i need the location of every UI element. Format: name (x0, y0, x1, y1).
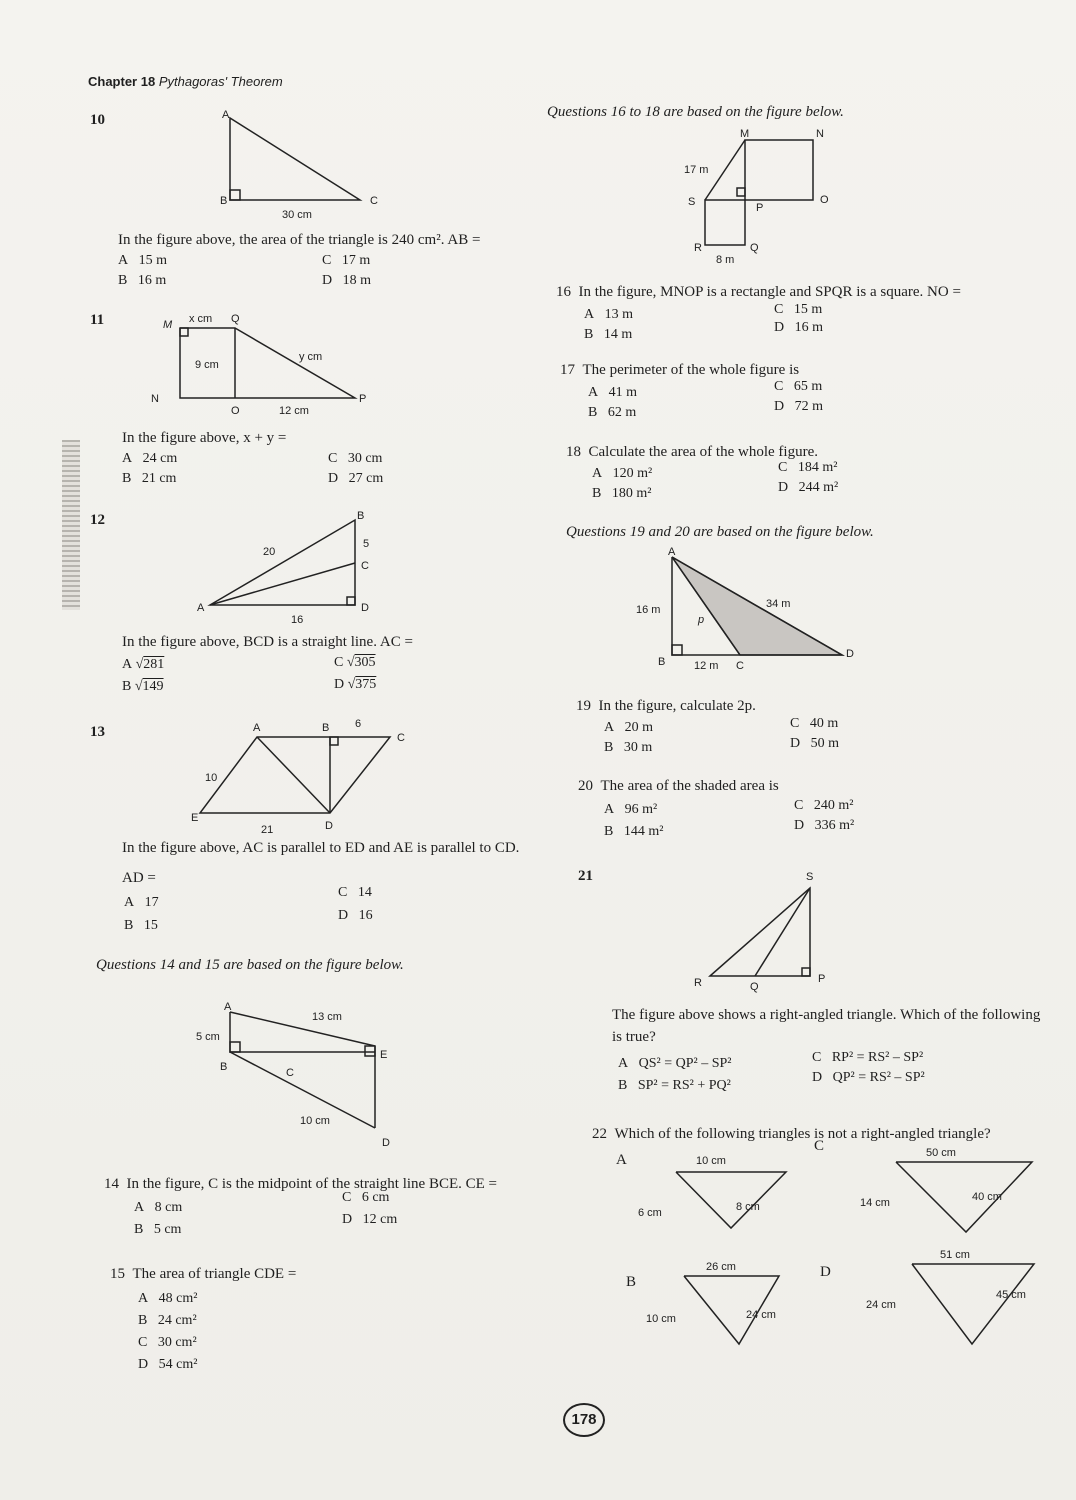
q18-number: 18 (566, 444, 581, 460)
q22-d-top: 51 cm (940, 1249, 970, 1261)
q11-option-d-text: 27 cm (348, 471, 384, 486)
q21-label-p: P (818, 973, 826, 985)
q17-option-c-text: 65 m (793, 379, 823, 394)
q17-option-b-text: 62 m (607, 405, 637, 420)
q22-b-top: 26 cm (706, 1261, 736, 1273)
q13-option-c[interactable]: C 14 (338, 885, 372, 900)
q10-label-c: C (370, 195, 378, 207)
q10-option-c-text: 17 m (341, 253, 371, 268)
q10-triangle-figure (200, 110, 400, 220)
q22-option-c-triangle[interactable] (856, 1140, 1036, 1240)
q12-option-c-text: 305 (354, 655, 376, 670)
q16-stem-row (556, 284, 961, 301)
q10-option-a-text: 15 m (138, 253, 168, 268)
q14-option-d[interactable]: D 12 cm (342, 1212, 398, 1227)
q20-option-d[interactable]: D 336 m² (794, 818, 855, 833)
q19-20-label-p: p (698, 614, 705, 626)
q19-option-b[interactable]: B 30 m (604, 740, 653, 755)
q18-option-c[interactable]: C 184 m² (778, 460, 838, 475)
q12-option-c[interactable]: C √305 (334, 655, 376, 670)
q19-option-d[interactable]: D 50 m (790, 736, 840, 751)
q13-label-bc: 6 (355, 718, 362, 730)
question-number: 21 (578, 868, 593, 884)
q22-option-a-letter[interactable]: A (616, 1152, 627, 1168)
q15-option-b-text: 24 cm² (157, 1313, 197, 1328)
q19-20-label-b: B (658, 656, 666, 668)
q12-label-ad: 16 (291, 614, 304, 626)
q16-option-d-text: 16 m (794, 320, 824, 335)
q14-option-a[interactable]: A 8 cm (134, 1200, 183, 1215)
q20-number: 20 (578, 778, 593, 794)
q21-option-b[interactable]: B SP² = RS² + PQ² (618, 1078, 731, 1093)
q15-stem-row (110, 1266, 296, 1283)
q20-stem-row (578, 778, 779, 795)
q15-option-a[interactable]: A 48 cm² (138, 1291, 198, 1306)
q18-option-b-text: 180 m² (611, 486, 652, 501)
q13-stem: In the figure above, AC is parallel to ED and AE is parallel to CD. (122, 840, 520, 856)
q21-label-r: R (694, 977, 702, 989)
q13-parallelogram-figure (185, 715, 415, 840)
q10-label-a: A (222, 109, 230, 121)
q19-option-a[interactable]: A 20 m (604, 720, 654, 735)
q11-label-base: 12 cm (279, 405, 309, 417)
q18-stem-row (566, 444, 818, 461)
q19-20-label-ad: 34 m (766, 598, 791, 610)
q20-option-b-text: 144 m² (623, 824, 664, 839)
chapter-label: Chapter 18 (88, 74, 156, 89)
q19-stem-row (576, 698, 756, 715)
q19-option-c[interactable]: C 40 m (790, 716, 839, 731)
q16-number: 16 (556, 284, 571, 300)
q16-option-a[interactable]: A 13 m (584, 307, 634, 322)
q21-option-d-text: QP² = RS² – SP² (832, 1070, 925, 1085)
q13-option-c-text: 14 (357, 885, 372, 900)
q14-15-label-ab: 5 cm (196, 1031, 220, 1043)
q10-label-base: 30 cm (282, 209, 312, 221)
q13-option-b[interactable]: B 15 (124, 918, 158, 933)
q15-option-d-text: 54 cm² (158, 1357, 198, 1372)
q20-option-c[interactable]: C 240 m² (794, 798, 854, 813)
q22-c-right: 40 cm (972, 1191, 1002, 1203)
q14-15-label-a: A (224, 1001, 232, 1013)
q18-option-b[interactable]: B 180 m² (592, 486, 652, 501)
q16-18-label-p: P (756, 202, 764, 214)
q22-a-top: 10 cm (696, 1155, 726, 1167)
question-number: 13 (90, 724, 105, 740)
q22-option-a-triangle[interactable] (636, 1150, 786, 1240)
q22-b-left: 10 cm (646, 1313, 676, 1325)
q17-option-d-text: 72 m (794, 399, 824, 414)
q12-option-a[interactable]: A √281 (122, 657, 165, 672)
q16-18-label-ms: 17 m (684, 164, 709, 176)
q11-label-hyp: y cm (299, 351, 323, 363)
q21-label-s: S (806, 871, 814, 883)
q17-option-a-text: 41 m (608, 385, 638, 400)
q14-15-figure (190, 1000, 400, 1150)
q18-option-c-text: 184 m² (797, 460, 838, 475)
q22-d-right: 45 cm (996, 1289, 1026, 1301)
q19-20-label-a: A (668, 546, 676, 558)
q11-label-m: M (163, 319, 173, 331)
q19-option-c-text: 40 m (809, 716, 839, 731)
q15-option-c-text: 30 cm² (157, 1335, 197, 1350)
q22-d-left: 24 cm (866, 1299, 896, 1311)
q22-a-right: 8 cm (736, 1201, 760, 1213)
q10-stem: In the figure above, the area of the triangle is 240 cm². AB = (118, 232, 481, 248)
q14-15-label-b: B (220, 1061, 228, 1073)
q17-option-a[interactable]: A 41 m (588, 385, 638, 400)
q19-20-intro: Questions 19 and 20 are based on the figure below. (566, 524, 874, 540)
q13-label-c: C (397, 732, 405, 744)
q22-stem: Which of the following triangles is not a right-angled triangle? (614, 1126, 991, 1142)
q18-option-d[interactable]: D 244 m² (778, 480, 839, 495)
q11-label-p: P (359, 393, 367, 405)
q22-option-d-letter[interactable]: D (820, 1264, 831, 1280)
q22-number: 22 (592, 1126, 607, 1142)
q14-option-a-text: 8 cm (154, 1200, 183, 1215)
q13-label-e: E (191, 812, 199, 824)
q18-option-a-text: 120 m² (612, 466, 653, 481)
q13-option-d-text: 16 (358, 908, 373, 923)
q17-number: 17 (560, 362, 575, 378)
q13-label-ae: 10 (205, 772, 218, 784)
q16-option-b[interactable]: B 14 m (584, 327, 633, 342)
q13-label-ed: 21 (261, 824, 274, 836)
q22-option-c-letter[interactable]: C (814, 1138, 825, 1154)
binding-shadow (62, 440, 80, 610)
q11-option-d[interactable]: D 27 cm (328, 471, 384, 486)
q10-label-b: B (220, 195, 228, 207)
q16-18-label-r: R (694, 242, 702, 254)
question-number: 10 (90, 112, 105, 128)
q12-label-b: B (357, 510, 365, 522)
q11-option-c-text: 30 cm (347, 451, 383, 466)
q19-option-d-text: 50 m (810, 736, 840, 751)
q12-label-ab: 20 (263, 546, 276, 558)
q11-label-q: Q (231, 313, 240, 325)
q17-stem-row (560, 362, 799, 379)
q14-option-b-text: 5 cm (153, 1222, 182, 1237)
q21-stem: The figure above shows a right-angled triangle. Which of the following is true? (612, 1007, 1041, 1045)
q12-option-d-text: 375 (355, 677, 377, 692)
q11-option-c[interactable]: C 30 cm (328, 451, 383, 466)
q11-option-a-text: 24 cm (142, 451, 178, 466)
q19-stem: In the figure, calculate 2p. (598, 698, 756, 714)
q11-label-side: 9 cm (195, 359, 219, 371)
page-number: 178 (563, 1403, 605, 1437)
q14-15-label-c: C (286, 1067, 294, 1079)
q12-option-a-text: 281 (143, 657, 165, 672)
q15-option-a-text: 48 cm² (158, 1291, 198, 1306)
q13-option-a-text: 17 (144, 895, 159, 910)
q14-15-label-e: E (380, 1049, 388, 1061)
q20-option-b[interactable]: B 144 m² (604, 824, 664, 839)
q20-option-a[interactable]: A 96 m² (604, 802, 658, 817)
q13-label-b: B (322, 722, 330, 734)
q16-18-figure (670, 125, 840, 275)
q11-option-b-text: 21 cm (141, 471, 177, 486)
q14-stem-row (104, 1176, 497, 1193)
q22-c-left: 14 cm (860, 1197, 890, 1209)
q20-option-d-text: 336 m² (814, 818, 855, 833)
q19-20-label-d: D (846, 648, 854, 660)
q13-stem-2: AD = (122, 870, 156, 886)
q20-stem: The area of the shaded area is (600, 778, 779, 794)
q11-label-o: O (231, 405, 240, 417)
q11-option-a[interactable]: A 24 cm (122, 451, 178, 466)
q16-option-b-text: 14 m (603, 327, 633, 342)
q14-15-intro: Questions 14 and 15 are based on the figure below. (96, 957, 404, 973)
q15-option-b[interactable]: B 24 cm² (138, 1313, 197, 1328)
q16-18-label-s: S (688, 196, 696, 208)
q20-option-a-text: 96 m² (624, 802, 658, 817)
q12-label-d: D (361, 602, 369, 614)
q10-option-a[interactable]: A 15 m (118, 253, 168, 268)
q14-option-c[interactable]: C 6 cm (342, 1190, 390, 1205)
chapter-topic: Pythagoras' Theorem (158, 74, 283, 89)
q22-option-b-letter[interactable]: B (626, 1274, 637, 1290)
q22-c-top: 50 cm (926, 1147, 956, 1159)
q14-15-label-d: D (382, 1137, 390, 1149)
q18-option-a[interactable]: A 120 m² (592, 466, 653, 481)
q15-number: 15 (110, 1266, 125, 1282)
q11-label-top: x cm (189, 313, 213, 325)
q15-option-d[interactable]: D 54 cm² (138, 1357, 198, 1372)
q14-option-c-text: 6 cm (361, 1190, 390, 1205)
q16-18-label-o: O (820, 194, 829, 206)
q16-18-label-q: Q (750, 242, 759, 254)
q21-option-c[interactable]: C RP² = RS² – SP² (812, 1050, 924, 1065)
q19-number: 19 (576, 698, 591, 714)
q22-b-right: 24 cm (746, 1309, 776, 1321)
q21-option-d[interactable]: D QP² = RS² – SP² (812, 1070, 925, 1085)
q12-stem: In the figure above, BCD is a straight line. AC = (122, 634, 413, 650)
q11-stem: In the figure above, x + y = (122, 430, 287, 446)
q17-option-d[interactable]: D 72 m (774, 399, 824, 414)
q12-label-a: A (197, 602, 205, 614)
q12-triangle-figure (195, 505, 395, 630)
q14-stem: In the figure, C is the midpoint of the straight line BCE. CE = (126, 1176, 497, 1192)
q17-option-c[interactable]: C 65 m (774, 379, 823, 394)
q19-option-a-text: 20 m (624, 720, 654, 735)
q16-18-intro: Questions 16 to 18 are based on the figure below. (547, 104, 844, 120)
q16-option-d[interactable]: D 16 m (774, 320, 824, 335)
q17-option-b[interactable]: B 62 m (588, 405, 637, 420)
q16-18-label-n: N (816, 128, 824, 140)
q11-trapezium-figure (145, 310, 375, 420)
q16-option-c[interactable]: C 15 m (774, 302, 823, 317)
q13-option-d[interactable]: D 16 (338, 908, 373, 923)
q21-option-a-text: QS² = QP² – SP² (638, 1056, 732, 1071)
q21-figure (690, 866, 840, 991)
q14-number: 14 (104, 1176, 119, 1192)
q14-15-label-ed: 10 cm (300, 1115, 330, 1127)
q10-option-d[interactable]: D 18 m (322, 273, 372, 288)
q19-20-label-ab: 16 m (636, 604, 661, 616)
q10-option-c[interactable]: C 17 m (322, 253, 371, 268)
q21-option-c-text: RP² = RS² – SP² (831, 1050, 924, 1065)
q11-option-b[interactable]: B 21 cm (122, 471, 177, 486)
q21-option-a[interactable]: A QS² = QP² – SP² (618, 1056, 732, 1071)
q13-option-b-text: 15 (143, 918, 158, 933)
q13-label-d: D (325, 820, 333, 832)
q12-label-c: C (361, 560, 369, 572)
q15-stem: The area of triangle CDE = (132, 1266, 297, 1282)
q14-option-b[interactable]: B 5 cm (134, 1222, 182, 1237)
q22-a-left: 6 cm (638, 1207, 662, 1219)
q18-stem: Calculate the area of the whole figure. (588, 444, 818, 460)
q13-option-a[interactable]: A 17 (124, 895, 159, 910)
q16-18-label-rq: 8 m (716, 254, 735, 266)
q18-option-d-text: 244 m² (798, 480, 839, 495)
q16-option-a-text: 13 m (604, 307, 634, 322)
q11-label-n: N (151, 393, 159, 405)
question-number: 11 (90, 312, 105, 328)
q21-option-b-text: SP² = RS² + PQ² (637, 1078, 731, 1093)
q14-option-d-text: 12 cm (362, 1212, 398, 1227)
q10-option-d-text: 18 m (342, 273, 372, 288)
q19-option-b-text: 30 m (623, 740, 653, 755)
q12-label-bc: 5 (363, 538, 370, 550)
q14-15-label-ae: 13 cm (312, 1011, 342, 1023)
q21-label-q: Q (750, 981, 759, 993)
q10-option-b-text: 16 m (137, 273, 167, 288)
q13-label-a: A (253, 722, 261, 734)
q12-option-b[interactable]: B √149 (122, 679, 164, 694)
q12-option-d[interactable]: D √375 (334, 677, 377, 692)
q22-option-d-triangle[interactable] (862, 1244, 1042, 1364)
q17-stem: The perimeter of the whole figure is (582, 362, 800, 378)
q19-20-figure (630, 545, 854, 680)
q15-option-c[interactable]: C 30 cm² (138, 1335, 197, 1350)
q16-18-label-m: M (740, 128, 750, 140)
q20-option-c-text: 240 m² (813, 798, 854, 813)
q12-option-b-text: 149 (142, 679, 164, 694)
question-number: 12 (90, 512, 105, 528)
q19-20-label-c: C (736, 660, 744, 672)
chapter-header (88, 74, 283, 89)
q16-stem: In the figure, MNOP is a rectangle and SPQR is a square. NO = (578, 284, 961, 300)
q22-option-b-triangle[interactable] (644, 1256, 794, 1351)
q10-option-b[interactable]: B 16 m (118, 273, 167, 288)
q16-option-c-text: 15 m (793, 302, 823, 317)
q19-20-label-bc: 12 m (694, 660, 719, 672)
